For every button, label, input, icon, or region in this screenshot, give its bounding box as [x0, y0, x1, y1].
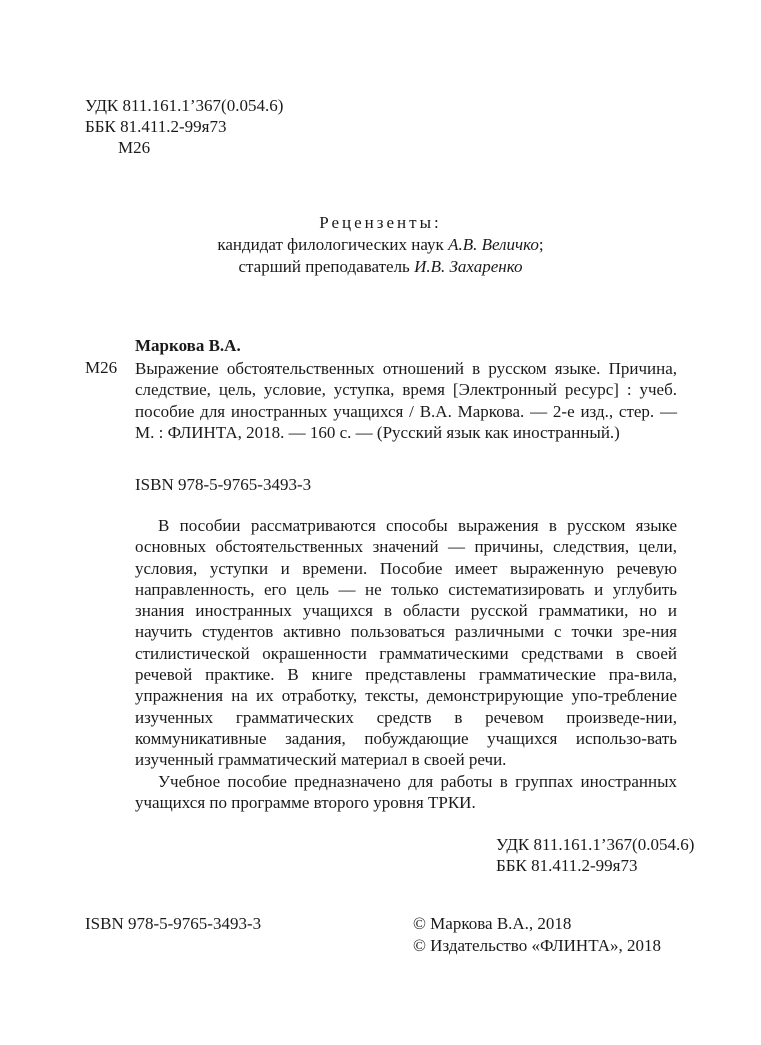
copyright-publisher: © Издательство «ФЛИНТА», 2018 [413, 936, 662, 955]
record-description: Выражение обстоятельственных отношений в русском языке. Причина, следствие, цель, условие, уступка, время [Электронный ресурс] : учеб. пособие для иностранных учащихся / В.А. Маркова. — 2-е изд., стер. — М. : ФЛИНТА, 2018. — 160 с. — (Русский язык как иностранный.) [135, 359, 677, 442]
record-author: Маркова В.А. [135, 336, 241, 355]
reviewer-2 [0, 257, 761, 279]
record-isbn: ISBN 978-5-9765-3493-3 [135, 475, 312, 494]
reviewer-1 [0, 235, 761, 257]
reviewer-2-name: И.В. Захаренко [414, 257, 523, 276]
abstract-paragraph-2: Учебное пособие предназначено для работы в группах иностранных учащихся по программе второго уровня ТРКИ. [135, 771, 677, 812]
abstract-paragraph-1: В пособии рассматриваются способы выражения в русском языке основных обстоятельственных значений — причины, следствия, цели, условия, уступки и времени. Пособие имеет выраженную речевую направленность, его цель — не только систематизировать и углубить знания иностранных учащихся в области русской грамматики, но и научить студентов активно пользоваться различными с точки зре-ния стилистической окрашенности грамматическими средствами в своей речевой практике. В книге представлены грамматические пра-вила, упражнения на их отработку, тексты, демонстрирующие упо-требление изученных грамматических средств в речевом произведе-нии, коммуникативные задания, побуждающие учащихся использо-вать изученный грамматический материал в своей речи. [135, 516, 677, 770]
reviewers-heading: Рецензенты: [319, 213, 442, 232]
reviewer-1-name: А.В. Величко [448, 235, 539, 254]
reviewer-2-title: старший преподаватель [238, 257, 415, 276]
reviewers-block [0, 213, 761, 279]
udk-code-bottom: УДК 811.161.1’367(0.054.6) [496, 835, 695, 854]
record-body [85, 358, 677, 443]
record-mark: М26 [85, 358, 118, 377]
abstract [135, 515, 677, 813]
classification-codes-top [85, 96, 283, 159]
copyright-author: © Маркова В.А., 2018 [413, 914, 572, 933]
author-mark: М26 [118, 138, 151, 157]
footer-isbn: ISBN 978-5-9765-3493-3 [85, 914, 262, 933]
bbk-code: ББК 81.411.2-99я73 [85, 117, 227, 136]
classification-codes-bottom [496, 835, 694, 877]
bbk-code-bottom: ББК 81.411.2-99я73 [496, 856, 638, 875]
reviewer-1-suffix: ; [538, 235, 544, 254]
udk-code: УДК 811.161.1’367(0.054.6) [85, 96, 284, 115]
reviewer-1-title: кандидат филологических наук [217, 235, 449, 254]
bibliographic-record [85, 336, 677, 443]
copyright-block [413, 914, 661, 958]
